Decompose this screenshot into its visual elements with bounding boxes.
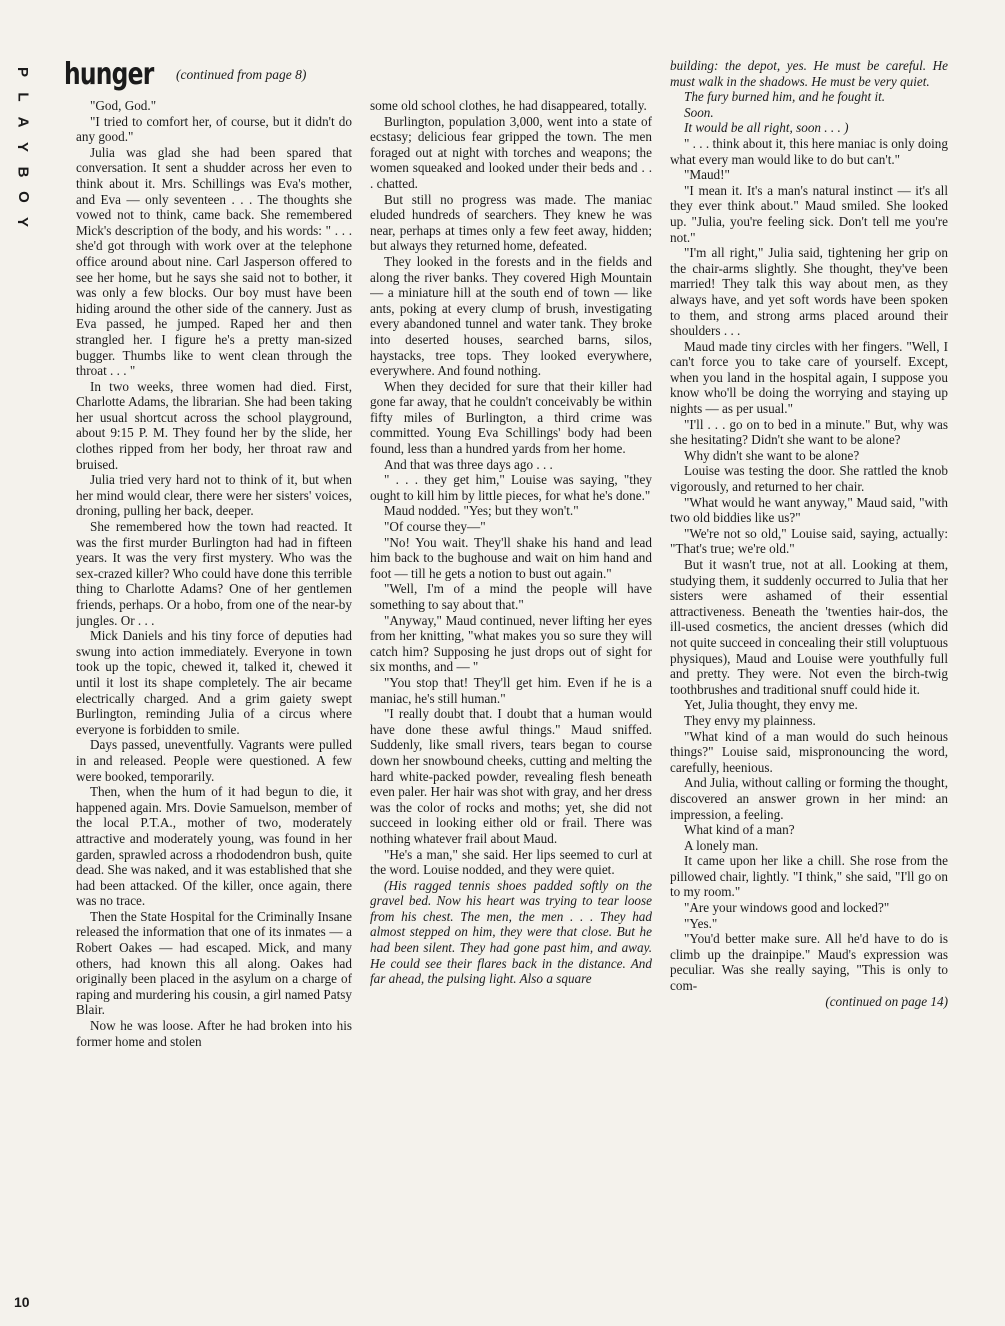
paragraph: And Julia, without calling or forming the thought, discovered an answer grown in her mind: an impression, a feeling. xyxy=(670,775,948,822)
paragraph: It would be all right, soon . . . ) xyxy=(684,120,849,136)
paragraph: "We're not so old," Louise said, saying, actually: "That's true; we're old." xyxy=(670,525,948,557)
paragraph: "Of course they—" xyxy=(384,519,486,535)
paragraph: When they decided for sure that their killer had gone far away, that he couldn't conceivably be within fifty miles of Burlington, a third crime was committed. Young Eva Schillings' body had been found, less than a hundred yards from her home. xyxy=(370,378,652,457)
paragraph: some old school clothes, he had disappeared, totally. xyxy=(370,98,647,113)
paragraph: " . . . they get him," Louise was saying, "they ought to kill him by little pieces, for what he's done." xyxy=(370,472,652,503)
paragraph: "He's a man," she said. Her lips seemed to curl at the word. Louise nodded, and they were quiet. xyxy=(370,846,652,878)
paragraph: Then, when the hum of it had begun to die, it happened again. Mrs. Dovie Samuelson, member of the local P.T.A., mother of two, moderately attractive and moderately young, was found in her garden, sprawled across a rhododendron bush, quite dead. She was naked, and it was established that she had been attacked. Of the killer, once again, there was no trace. xyxy=(76,784,352,909)
text-column-1 xyxy=(76,98,352,1313)
article-title: hunger xyxy=(64,57,154,92)
page-number: 10 xyxy=(14,1294,30,1310)
masthead-letter: A xyxy=(14,116,32,129)
paragraph: Maud nodded. "Yes; but they won't." xyxy=(384,503,579,519)
paragraph: Mick Daniels and his tiny force of deputies had swung into action immediately. Everyone in town took up the topic, chewed it, talked it, chewed it until it lost its shape completely. The air became electrically charged. And a grim gaiety swept Burlington, reminding Julia of a circus where everyone is forbidden to smile. xyxy=(76,628,352,737)
paragraph: Maud made tiny circles with her fingers. "Well, I can't force you to take care of yourself. Except, when you land in the hospital again, I suppose you know who'll be doing the worrying and staying up nights — as per usual." xyxy=(670,338,948,417)
masthead-letter: L xyxy=(14,92,32,103)
paragraph: "God, God." xyxy=(90,98,157,113)
paragraph: Burlington, population 3,000, went into a state of ecstasy; delicious fear gripped the town. The men foraged out at night with torches and weapons; the women squeaked and looked under their beds and . . . chatted. xyxy=(370,113,652,191)
paragraph: A lonely man. xyxy=(684,837,759,853)
paragraph: "You'd better make sure. All he'd have to do is climb up the drainpipe." Maud's expression was peculiar. Was she really saying, "This is only to com- xyxy=(670,931,948,994)
paragraph: "I mean it. It's a man's natural instinct — it's all they ever think about." Maud smiled. She looked up. "Julia, you're feeling sick. Don't tell me you're not." xyxy=(670,182,948,245)
paragraph: "I'm all right," Julia said, tightening her grip on the chair-arms slightly. She thought, they've been married! They talk this way about men, as they always have, and yet soft words have been spoken to them, and strong arms placed around their shoulders . . . xyxy=(670,245,948,339)
masthead-vertical xyxy=(6,60,40,235)
paragraph: "Anyway," Maud continued, never lifting her eyes from her knitting, "what makes you so sure they will catch him? Supposing he just drops out of sight for six months, and — " xyxy=(370,612,652,675)
paragraph: (His ragged tennis shoes padded softly on the gravel bed. Now his heart was trying to tear loose from his chest. The men, the men . . . They had almost stepped on him, they were that close. But he had been silent. They had gone past him, and away. He could see their flares back in the distance. And far ahead, the pulsing light. Also a square xyxy=(370,877,652,987)
paragraph: They envy my plainness. xyxy=(684,712,816,728)
text-column-3 xyxy=(670,58,948,1313)
paragraph: They looked in the forests and in the fields and along the river banks. They covered High Mountain — a miniature hill at the south end of town — like ants, poking at every clump of brush, investigating every abandoned tunnel and water tank. They broke into deserted houses, searched barns, silos, haystacks, tree tops. They looked everywhere, everywhere. And found nothing. xyxy=(370,253,652,379)
paragraph: Why didn't she want to be alone? xyxy=(684,447,860,463)
text-column-2 xyxy=(370,98,652,1313)
paragraph: The fury burned him, and he fought it. xyxy=(684,89,886,105)
paragraph: "Are your windows good and locked?" xyxy=(684,900,890,916)
paragraph: "Well, I'm of a mind the people will have something to say about that." xyxy=(370,581,652,612)
masthead-letter: Y xyxy=(14,141,32,154)
paragraph: Days passed, uneventfully. Vagrants were pulled in and released. People were questioned. A few were booked, temporarily. xyxy=(76,737,352,784)
paragraph: In two weeks, three women had died. First, Charlotte Adams, the librarian. She had been taking her usual shortcut across the school playground, about 9:15 P. M. They found her by the slide, her clothes ripped from her body, her throat raw and bruised. xyxy=(76,378,352,472)
paragraph: And that was three days ago . . . xyxy=(384,456,553,472)
paragraph: "No! You wait. They'll shake his hand and lead him back to the bughouse and wait on him hand and foot — till he gets a notion to bust out again." xyxy=(370,534,652,581)
masthead-letter: B xyxy=(14,166,32,179)
paragraph: But still no progress was made. The maniac eluded hundreds of searchers. They knew he was near, perhaps at times only a few feet away, hidden; but always they returned home, defeated. xyxy=(370,191,652,254)
masthead-letter: Y xyxy=(14,216,32,229)
paragraph: But it wasn't true, not at all. Looking at them, studying them, it suddenly occurred to Julia that her sisters were ashamed of their essential attractiveness. Beneath the 'twenties hair-dos, the ill-used cosmetics, the ancient dresses (which did not quite succeed in concealing their still voluptuous physiques), Maud and Louise were youthfully full and pretty. They were. Not even the birch-twig toothbrushes and traditional snuff could hide it. xyxy=(670,557,948,697)
paragraph: "Maud!" xyxy=(684,167,730,183)
paragraph: "Yes." xyxy=(684,915,718,931)
continued-on-note: (continued on page 14) xyxy=(825,993,948,1009)
paragraph: "You stop that! They'll get him. Even if he is a maniac, he's still human." xyxy=(370,674,652,706)
paragraph: "What kind of a man would do such heinous things?" Louise said, mispronouncing the word, carefully, heenious. xyxy=(670,728,948,775)
paragraph: "What would he want anyway," Maud said, "with two old biddies like us?" xyxy=(670,494,948,526)
paragraph: "I really doubt that. I doubt that a human would have done these awful things." Maud sniffed. Suddenly, like small rivers, tears began to course down her snowbound cheeks, cutting and melting the hard white-packed powder, revealing flesh beneath even paler. Her hair was shot with gray, and her dress was the color of rocks and moths; yet, she did not succeed in looking either old or frail. There was nothing whatever frail about Maud. xyxy=(370,706,652,846)
paragraph: Louise was testing the door. She rattled the knob vigorously, and returned to her chair. xyxy=(670,463,948,495)
paragraph: Julia was glad she had been spared that conversation. It sent a shudder across her even to think about it. Mrs. Schillings was Eva's mother, and Eva — only seventeen . . . The thoughts she vowed not to think, came back. She remembered Mick's description of the body, and his words: " . . . she'd got through with work over at the telephone office around about nine. Carl Jasperson offered to see her home, but he says she said not to bother, it was only a few blocks. Our boy must have been hiding around the other side of the cannery. Just as Eva passed, he jumped. Raped her and then strangled her. I figure he's a pretty man-sized bugger. Thumbs like to went clean through the throat . . . " xyxy=(76,144,352,379)
paragraph: It came upon her like a chill. She rose from the pillowed chair, lightly. "I think," she said, "I'll go on to my room." xyxy=(670,853,948,900)
paragraph: "I tried to comfort her, of course, but it didn't do any good." xyxy=(76,113,352,145)
paragraph: "I'll . . . go on to bed in a minute." But, why was she hesitating? Didn't she want to be alone? xyxy=(670,416,948,448)
paragraph: Now he was loose. After he had broken into his former home and stolen xyxy=(76,1018,352,1049)
paragraph: " . . . think about it, this here maniac is only doing what every man would like to do but can't." xyxy=(670,135,948,167)
paragraph: Then the State Hospital for the Criminally Insane released the information that one of its inmates — a Robert Oakes — had escaped. Mick, and many others, had known this all along. Oakes had originally been placed in the asylum on a charge of raping and murdering his cousin, a girl named Patsy Blair. xyxy=(76,908,352,1018)
masthead-letter: O xyxy=(14,191,32,204)
masthead-letter: P xyxy=(14,66,32,79)
paragraph: building: the depot, yes. He must be careful. He must walk in the shadows. He must be very quiet. xyxy=(670,58,948,89)
paragraph: Yet, Julia thought, they envy me. xyxy=(684,697,858,713)
paragraph: She remembered how the town had reacted. It was the first murder Burlington had had in fifteen years. It was the very first mystery. Who was the sex-crazed killer? Who could have done this terrible thing to Charlotte Adams? One of her gentlemen friends, perhaps. Or a hobo, from one of the near-by jungles. Or . . . xyxy=(76,519,352,628)
paragraph: Soon. xyxy=(684,104,714,120)
article-header xyxy=(64,58,364,94)
paragraph: Julia tried very hard not to think of it, but when her mind would clear, there were her sisters' voices, droning, pulling her back, deeper. xyxy=(76,472,352,519)
paragraph: What kind of a man? xyxy=(684,822,795,838)
continued-from-note: (continued from page 8) xyxy=(176,67,307,82)
